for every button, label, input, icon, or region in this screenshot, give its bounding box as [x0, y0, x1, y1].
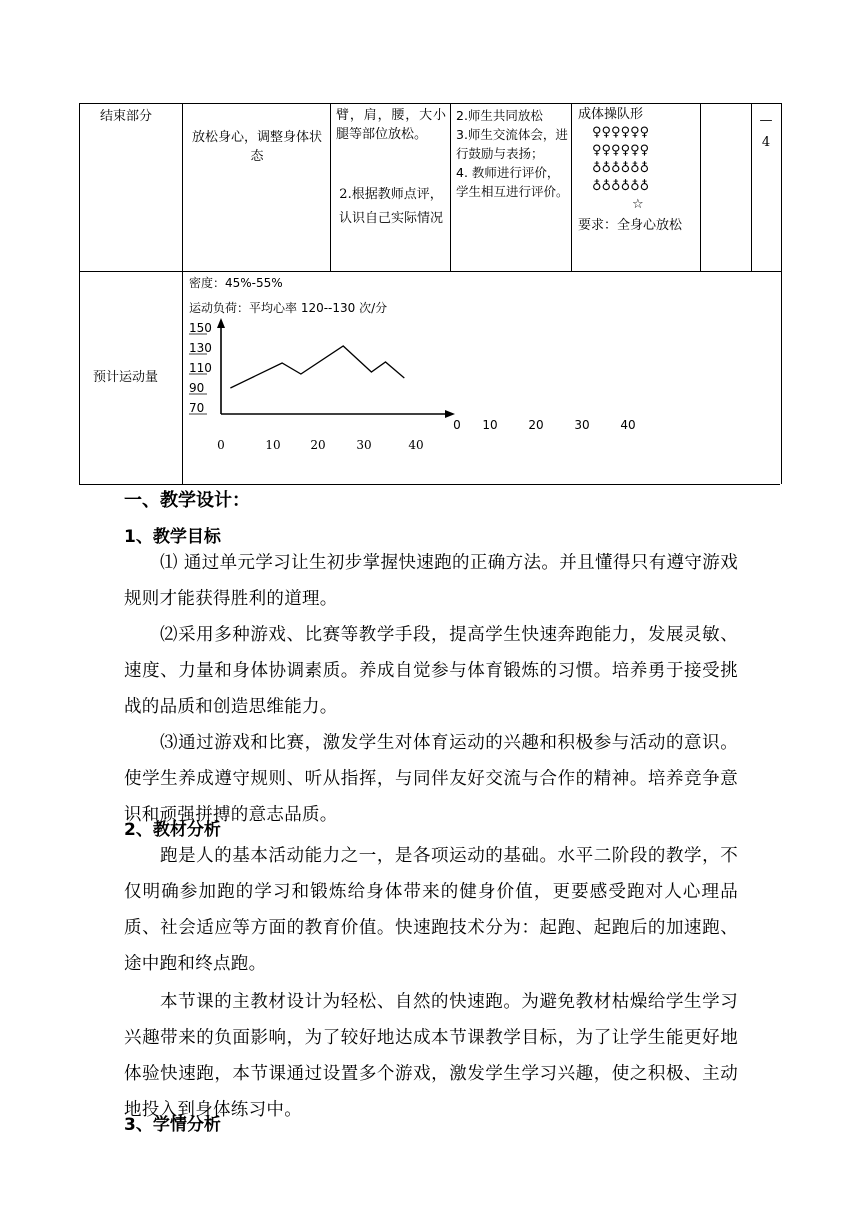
col-divider [450, 103, 451, 271]
paragraph: ⑵采用多种游戏、比赛等教学手段，提高学生快速奔跑能力，发展灵敏、速度、力量和身体协调素质。养成自觉参与体育锻炼的习惯。培养勇于接受挑战的品质和创造思维能力。 [124, 625, 738, 717]
table-bottom-border [79, 484, 780, 485]
y-tick-label: 70 [189, 401, 205, 415]
row-divider [79, 271, 782, 272]
x-axis-arrow [445, 410, 455, 418]
density-text: 密度：45%-55% [189, 276, 283, 290]
section-heading-objectives: 1、教学目标 [124, 527, 221, 547]
formation-row: ♀♀♀♀♀♀ [592, 143, 650, 158]
main-heading: 一、教学设计： [124, 490, 250, 511]
x-tick-label: 10 [265, 438, 281, 452]
y-axis-arrow [217, 318, 225, 328]
heart-rate-chart [185, 310, 655, 460]
paragraph: 本节课的主教材设计为轻松、自然的快速跑。为避免教材枯燥给学生学习兴趣带来的负面影响，为了较好地达成本节课教学目标，为了让学生能更好地体验快速跑，本节课通过设置多个游戏，激发学生学习兴趣，使之积极、主动地投入到身体练习中。 [124, 992, 738, 1120]
y-tick-label: 110 [189, 361, 212, 375]
y-tick-label: 130 [189, 341, 212, 355]
workload-label: 预计运动量 [93, 370, 159, 385]
table-left-border [79, 103, 80, 484]
time-value: —4 [759, 113, 773, 150]
paragraph: ⑴ 通过单元学习让生初步掌握快速跑的正确方法。并且懂得只有遵守游戏规则才能获得胜利的道理。 [124, 553, 738, 609]
paragraph: 跑是人的基本活动能力之一，是各项运动的基础。水平二阶段的教学，不仅明确参加跑的学习和锻炼给身体带来的健身价值，更要感受跑对人心理品质、社会适应等方面的教育价值。快速跑技术分为：起跑、起跑后的加速跑、途中跑和终点跑。 [124, 846, 738, 974]
x-tick-label-extra: 20 [528, 418, 544, 432]
load-text: 运动负荷：平均心率 120--130 次/分 [189, 301, 388, 315]
teacher-activity-line: 2.师生共同放松 [456, 108, 543, 123]
col-divider [330, 103, 331, 271]
x-tick-label: 40 [408, 438, 424, 452]
formation-row: ♀♀♀♀♀♀ [592, 125, 650, 140]
teacher-position-icon: ☆ [632, 197, 644, 212]
col-divider [571, 103, 572, 271]
chart-plot-area [189, 318, 636, 452]
x-tick-label: 20 [310, 438, 326, 452]
organization-title: 成体操队形 [578, 107, 644, 122]
student-activity-1: 臂，肩，腰，大小腿等部位放松。 [336, 108, 446, 142]
organization-cell [578, 105, 698, 237]
paragraph-objective-1 [124, 545, 738, 833]
formation-row: ♁♁♁♁♁♁ [592, 179, 650, 194]
section-heading-material: 2、教材分析 [124, 820, 221, 840]
col-divider [751, 103, 752, 271]
x-tick-label-extra: 40 [620, 418, 636, 432]
y-tick-label: 150 [189, 321, 212, 335]
teacher-activity [456, 106, 570, 201]
paragraph: ⑶通过游戏和比赛，激发学生对体育运动的兴趣和积极参与活动的意识。使学生养成遵守规则、听从指挥，与同伴友好交流与合作的精神。培养竞争意识和顽强拼搏的意志品质。 [124, 733, 738, 825]
table-right-border [781, 103, 782, 484]
col-divider [182, 103, 183, 484]
x-tick-label: 30 [356, 438, 372, 452]
chart-svg [185, 310, 655, 460]
formation-row: ♁♁♁♁♁♁ [592, 161, 650, 176]
paragraph-material [124, 838, 738, 1128]
requirement-text: 要求：全身心放松 [578, 218, 683, 233]
table-top-border [79, 103, 782, 104]
section-name: 结束部分 [100, 109, 153, 124]
teacher-activity-line: 3.师生交流体会，进行鼓励与表扬； [456, 127, 568, 161]
x-tick-label-extra: 30 [574, 418, 590, 432]
teacher-activity-line: 4. 教师进行评价，学生相互进行评价。 [456, 165, 569, 199]
heart-rate-line [230, 346, 404, 388]
y-tick-label: 90 [189, 381, 205, 395]
section-goal: 放松身心，调整身体状态 [191, 130, 322, 164]
student-activity-2: 2.根据教师点评，认识自己实际情况 [338, 187, 443, 226]
col-divider [700, 103, 701, 271]
x-tick-label-extra: 0 [453, 418, 461, 432]
section-heading-students: 3、学情分析 [124, 1115, 221, 1135]
x-tick-label: 0 [217, 438, 225, 452]
x-tick-label-extra: 10 [482, 418, 498, 432]
